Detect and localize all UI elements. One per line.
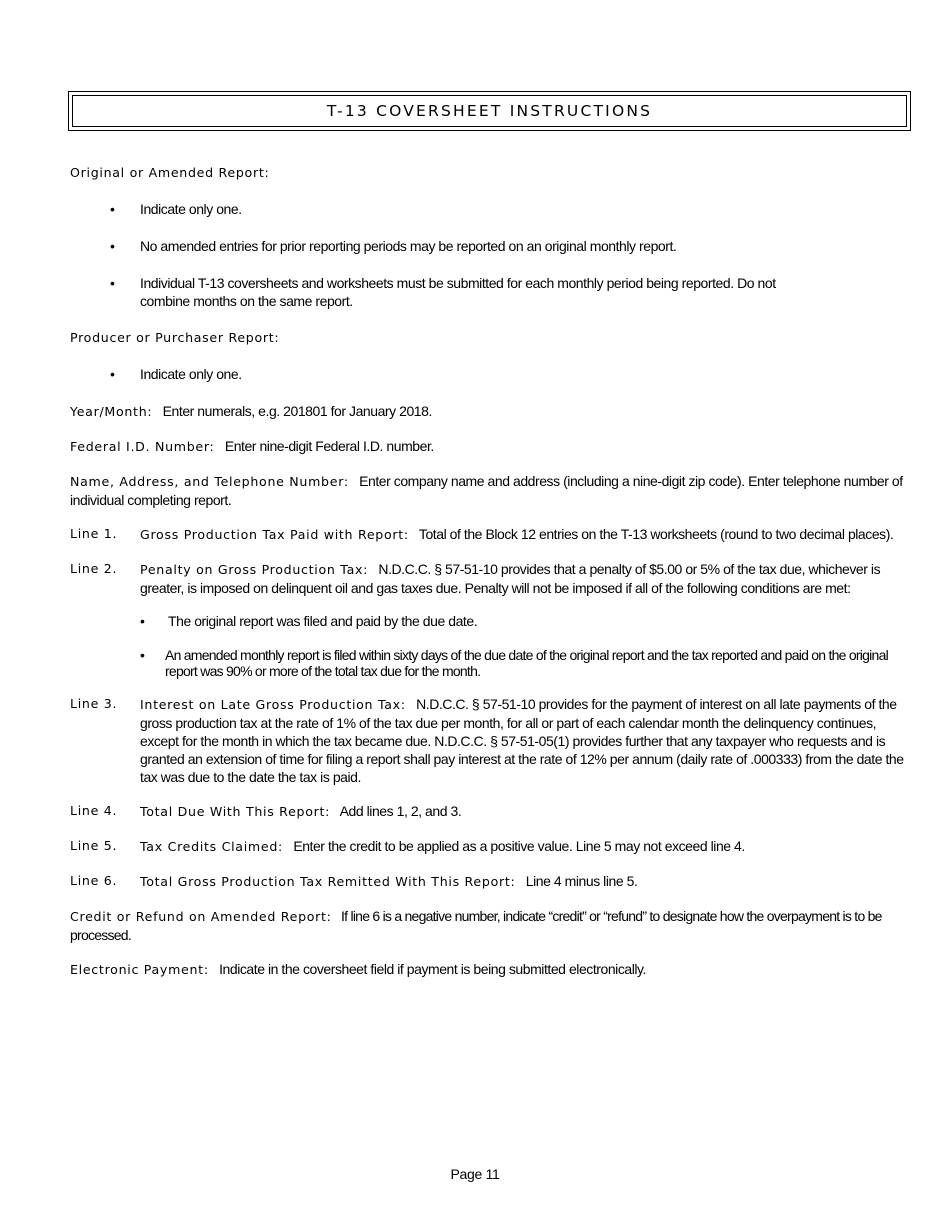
line-number: Line 6.	[70, 873, 118, 888]
section-label: Original or Amended Report:	[70, 165, 270, 180]
line-label: Penalty on Gross Production Tax:	[140, 562, 369, 577]
credit-or-refund-instruction	[70, 907, 904, 944]
title-inner-frame	[72, 95, 907, 127]
electronic-payment-instruction	[70, 960, 904, 979]
line-3-instruction	[70, 695, 904, 786]
list-item	[70, 274, 904, 310]
list-item-text: No amended entries for prior reporting periods may be reported on an original monthly report.	[140, 238, 677, 254]
bullet-icon: •	[140, 613, 145, 629]
line-text: N.D.C.C. § 57-51-10 provides that a penalty of $5.00 or 5% of the tax due, whichever is greater, is imposed on delinquent oil and gas taxes due. Penalty will not be imposed if all of the following conditions are met:	[140, 561, 881, 596]
bullet-icon: •	[110, 275, 115, 291]
field-label: Year/Month:	[70, 404, 153, 419]
line-number: Line 5.	[70, 838, 118, 853]
line-label: Gross Production Tax Paid with Report:	[140, 527, 409, 542]
field-name-address-telephone	[70, 472, 904, 509]
list-item	[70, 237, 904, 255]
line-4-instruction	[70, 802, 904, 821]
field-label: Credit or Refund on Amended Report:	[70, 909, 332, 924]
list-item	[70, 613, 904, 629]
field-label: Federal I.D. Number:	[70, 439, 215, 454]
original-or-amended-heading	[70, 164, 904, 182]
field-text: If line 6 is a negative number, indicate “credit” or “refund” to designate how the overpayment is to be processed.	[70, 908, 882, 943]
title-frame	[68, 91, 911, 131]
field-text: Enter numerals, e.g. 201801 for January 2018.	[162, 403, 432, 419]
page-title: T-13 COVERSHEET INSTRUCTIONS	[326, 102, 653, 120]
line-text: Line 4 minus line 5.	[525, 873, 638, 889]
line-number: Line 2.	[70, 561, 118, 576]
bullet-icon: •	[140, 647, 145, 663]
field-label: Electronic Payment:	[70, 962, 209, 977]
bullet-icon: •	[110, 201, 115, 217]
list-item	[70, 365, 904, 383]
line-number: Line 3.	[70, 696, 118, 711]
line-text: Add lines 1, 2, and 3.	[339, 803, 462, 819]
line-number: Line 4.	[70, 803, 118, 818]
field-text: Enter nine-digit Federal I.D. number.	[224, 438, 434, 454]
line-text: N.D.C.C. § 57-51-10 provides for the payment of interest on all late payments of the gross production tax at the rate of 1% of the tax due per month, for all or part of each calendar month the delinquency continues, except for the month in which the tax became due. N.D.C.C. § 57-51-05(1) provides further that any taxpayer who requests and is granted an extension of time for filing a report shall pay interest at the rate of 12% per annum (daily rate of .000333) from the date the tax was due to the date the tax is paid.	[140, 696, 904, 785]
list-item-text: Individual T-13 coversheets and worksheets must be submitted for each monthly period being reported. Do not combine months on the same report.	[140, 275, 776, 309]
list-item-text: The original report was filed and paid by the due date.	[168, 613, 478, 629]
line-2-instruction	[70, 560, 904, 597]
instructions-body	[70, 164, 904, 995]
field-year-month	[70, 402, 904, 421]
field-federal-id	[70, 437, 904, 456]
list-item-text: An amended monthly report is filed within sixty days of the due date of the original report and the tax reported and paid on the original report was 90% or more of the total tax due for the month.	[165, 647, 888, 679]
line-label: Total Gross Production Tax Remitted With This Report:	[140, 874, 516, 889]
field-text: Enter company name and address (including a nine-digit zip code). Enter telephone number of individual completing report.	[70, 473, 903, 508]
line-1-instruction	[70, 525, 904, 544]
field-label: Name, Address, and Telephone Number:	[70, 474, 349, 489]
line-number: Line 1.	[70, 526, 118, 541]
line-5-instruction	[70, 837, 904, 856]
field-text: Indicate in the coversheet field if payment is being submitted electronically.	[219, 961, 646, 977]
line-label: Total Due With This Report:	[140, 804, 331, 819]
line-6-instruction	[70, 872, 904, 891]
line-label: Interest on Late Gross Production Tax:	[140, 697, 406, 712]
line-text: Total of the Block 12 entries on the T-13 worksheets (round to two decimal places).	[418, 526, 894, 542]
section-label: Producer or Purchaser Report:	[70, 330, 280, 345]
line-label: Tax Credits Claimed:	[140, 839, 283, 854]
bullet-icon: •	[110, 366, 115, 382]
list-item-text: Indicate only one.	[140, 201, 242, 217]
page-number: Page 11	[450, 1166, 500, 1182]
list-item-text: Indicate only one.	[140, 366, 242, 382]
bullet-icon: •	[110, 238, 115, 254]
line-text: Enter the credit to be applied as a positive value. Line 5 may not exceed line 4.	[293, 838, 745, 854]
producer-or-purchaser-heading	[70, 329, 904, 347]
list-item	[70, 200, 904, 218]
list-item	[70, 647, 904, 679]
